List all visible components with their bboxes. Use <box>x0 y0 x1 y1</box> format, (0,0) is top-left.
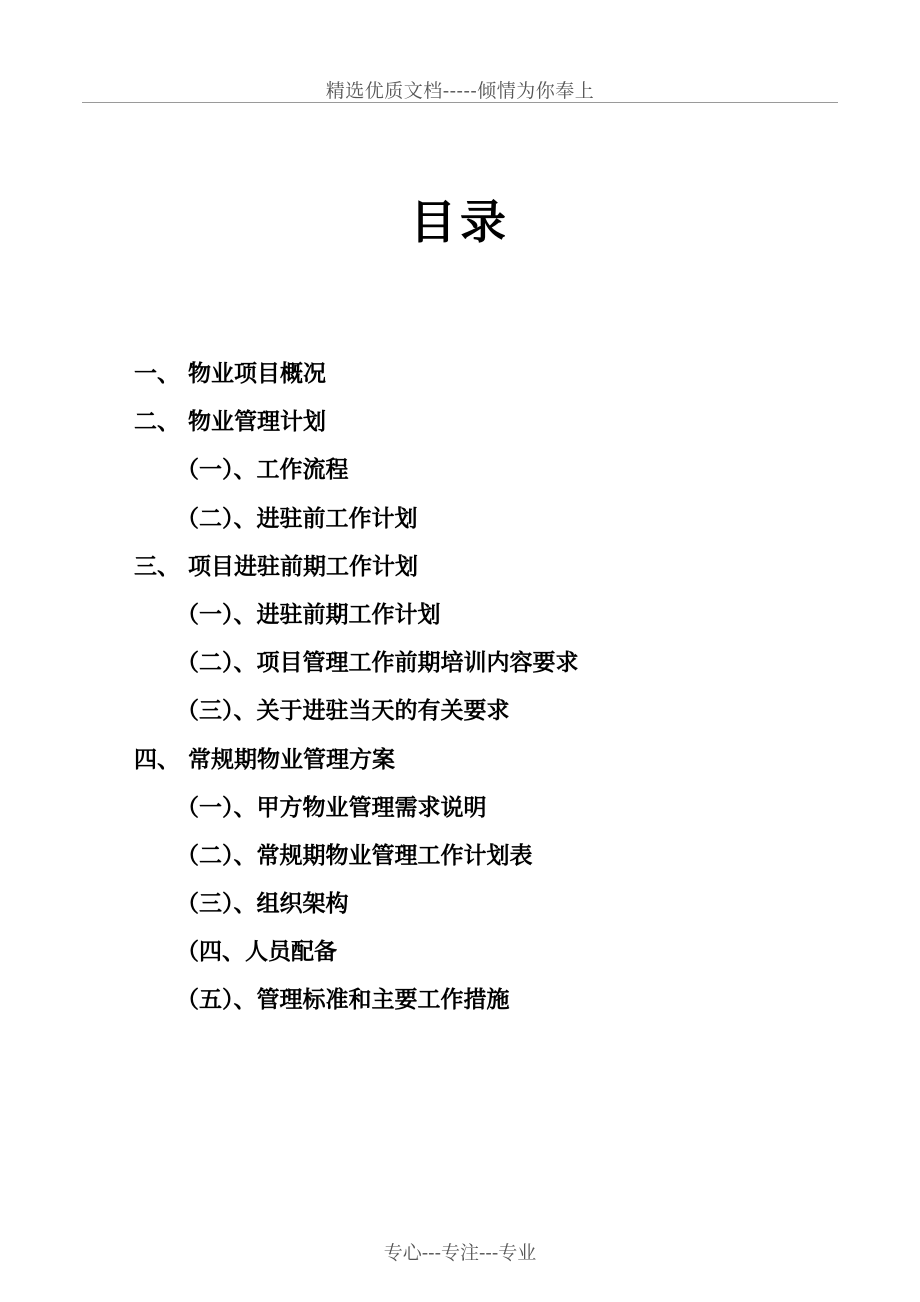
toc-subitem-4-4: （四、人员配备 <box>176 938 337 966</box>
toc-item-1 <box>0 350 920 398</box>
toc-subitem-3-2: （二）、项目管理工作前期培训内容要求 <box>176 649 579 677</box>
document-title: 目录 <box>410 195 510 249</box>
page-header: 精选优质文档-----倾情为你奉上 <box>325 80 595 102</box>
table-of-contents <box>0 350 920 1025</box>
page-footer: 专心---专注---专业 <box>383 1242 537 1264</box>
toc-item-label: 项目进驻前期工作计划 <box>188 552 418 580</box>
toc-item-label: 物业管理计划 <box>188 408 326 436</box>
toc-item-number: 二、 <box>134 408 180 436</box>
toc-subitem-2-2: （二）、进驻前工作计划 <box>176 504 418 532</box>
toc-subitem-3-1: （一）、进驻前期工作计划 <box>176 600 441 628</box>
toc-item-number: 三、 <box>134 552 180 580</box>
toc-item-3 <box>0 543 920 591</box>
toc-item-number: 一、 <box>134 360 180 387</box>
toc-subitem-4-5: （五）、管理标准和主要工作措施 <box>176 986 510 1014</box>
toc-subitem-4-1: （一）、甲方物业管理需求说明 <box>176 793 487 821</box>
toc-subitem-4-3: （三）、组织架构 <box>176 890 349 918</box>
toc-item-label: 物业项目概况 <box>188 360 326 387</box>
toc-item-2 <box>0 398 920 446</box>
toc-item-label: 常规期物业管理方案 <box>188 745 395 773</box>
toc-subitem-2-1: （一）、工作流程 <box>176 456 349 484</box>
toc-subitem-4-2: （二）、常规期物业管理工作计划表 <box>176 841 533 869</box>
toc-subitem-3-3: （三）、关于进驻当天的有关要求 <box>176 697 510 725</box>
toc-item-4 <box>0 736 920 784</box>
header-divider <box>82 102 838 103</box>
toc-item-number: 四、 <box>134 745 180 773</box>
